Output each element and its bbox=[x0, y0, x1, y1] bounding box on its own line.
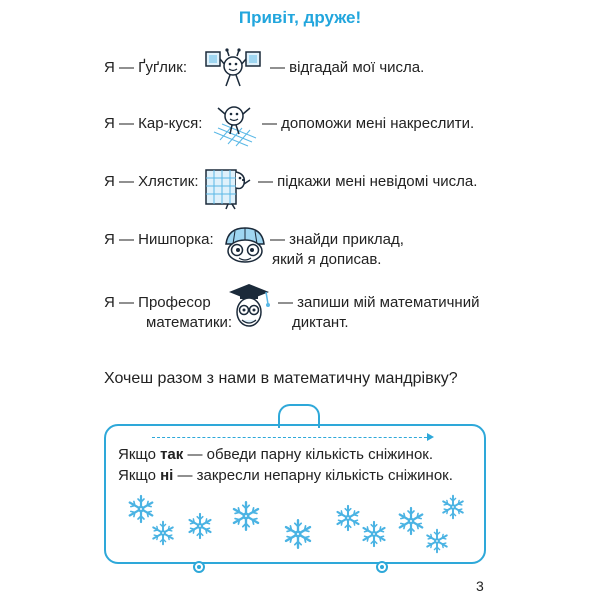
karkusia-icon bbox=[212, 104, 260, 148]
suitcase-wheel-left bbox=[193, 561, 205, 573]
instruction-yes-word: так bbox=[160, 446, 184, 463]
snowflake-icon[interactable] bbox=[230, 500, 262, 532]
character-intro-guglyk: Я — Ґуґлик: bbox=[104, 59, 188, 76]
snowflake-icon[interactable] bbox=[424, 528, 450, 554]
nyshporka-icon bbox=[222, 224, 268, 266]
snowflake-icon[interactable] bbox=[282, 518, 314, 550]
character-intro-karkusia: Я — Кар-куся: bbox=[104, 115, 203, 132]
instruction-line-1: Якщо так — обведи парну кількість сніжинок. bbox=[118, 446, 434, 463]
character-says-karkusia: — допоможи мені накреслити. bbox=[262, 115, 475, 132]
page-title: Привіт, друже! bbox=[238, 8, 362, 27]
instruction-line-2: Якщо ні — закресли непарну кількість сніжинок. bbox=[118, 467, 453, 484]
professor-icon bbox=[226, 282, 272, 330]
character-says-guglyk: — відгадай мої числа. bbox=[270, 59, 425, 76]
snowflake-icon[interactable] bbox=[440, 494, 466, 520]
snowflake-icon[interactable] bbox=[334, 504, 362, 532]
character-intro-nyshporka: Я — Нишпорка: bbox=[104, 231, 214, 248]
instruction-no-word: ні bbox=[160, 467, 174, 484]
page-number: 3 bbox=[476, 578, 484, 594]
question-text: Хочеш разом з нами в математичну мандрівку? bbox=[104, 370, 458, 387]
character-intro-khliastyk: Я — Хлястик: bbox=[104, 173, 199, 190]
dashed-arrow bbox=[152, 437, 432, 438]
suitcase-wheel-right bbox=[376, 561, 388, 573]
guglyk-icon bbox=[204, 48, 262, 90]
khliastyk-icon bbox=[202, 164, 254, 210]
snowflake-icon[interactable] bbox=[150, 520, 176, 546]
character-says-nyshporka-line2: який я дописав. bbox=[272, 251, 382, 268]
snowflake-icon[interactable] bbox=[396, 506, 426, 536]
character-intro-professor-line1: Я — Професор bbox=[104, 294, 211, 311]
character-says-nyshporka-line1: — знайди приклад, bbox=[270, 231, 404, 248]
character-says-professor-line1: — запиши мій математичний bbox=[278, 294, 480, 311]
snowflake-icon[interactable] bbox=[360, 520, 388, 548]
character-says-professor-line2: диктант. bbox=[292, 314, 349, 331]
character-intro-professor-line2: математики: bbox=[146, 314, 233, 331]
character-says-khliastyk: — підкажи мені невідомі числа. bbox=[258, 173, 478, 190]
snowflake-icon[interactable] bbox=[186, 512, 214, 540]
